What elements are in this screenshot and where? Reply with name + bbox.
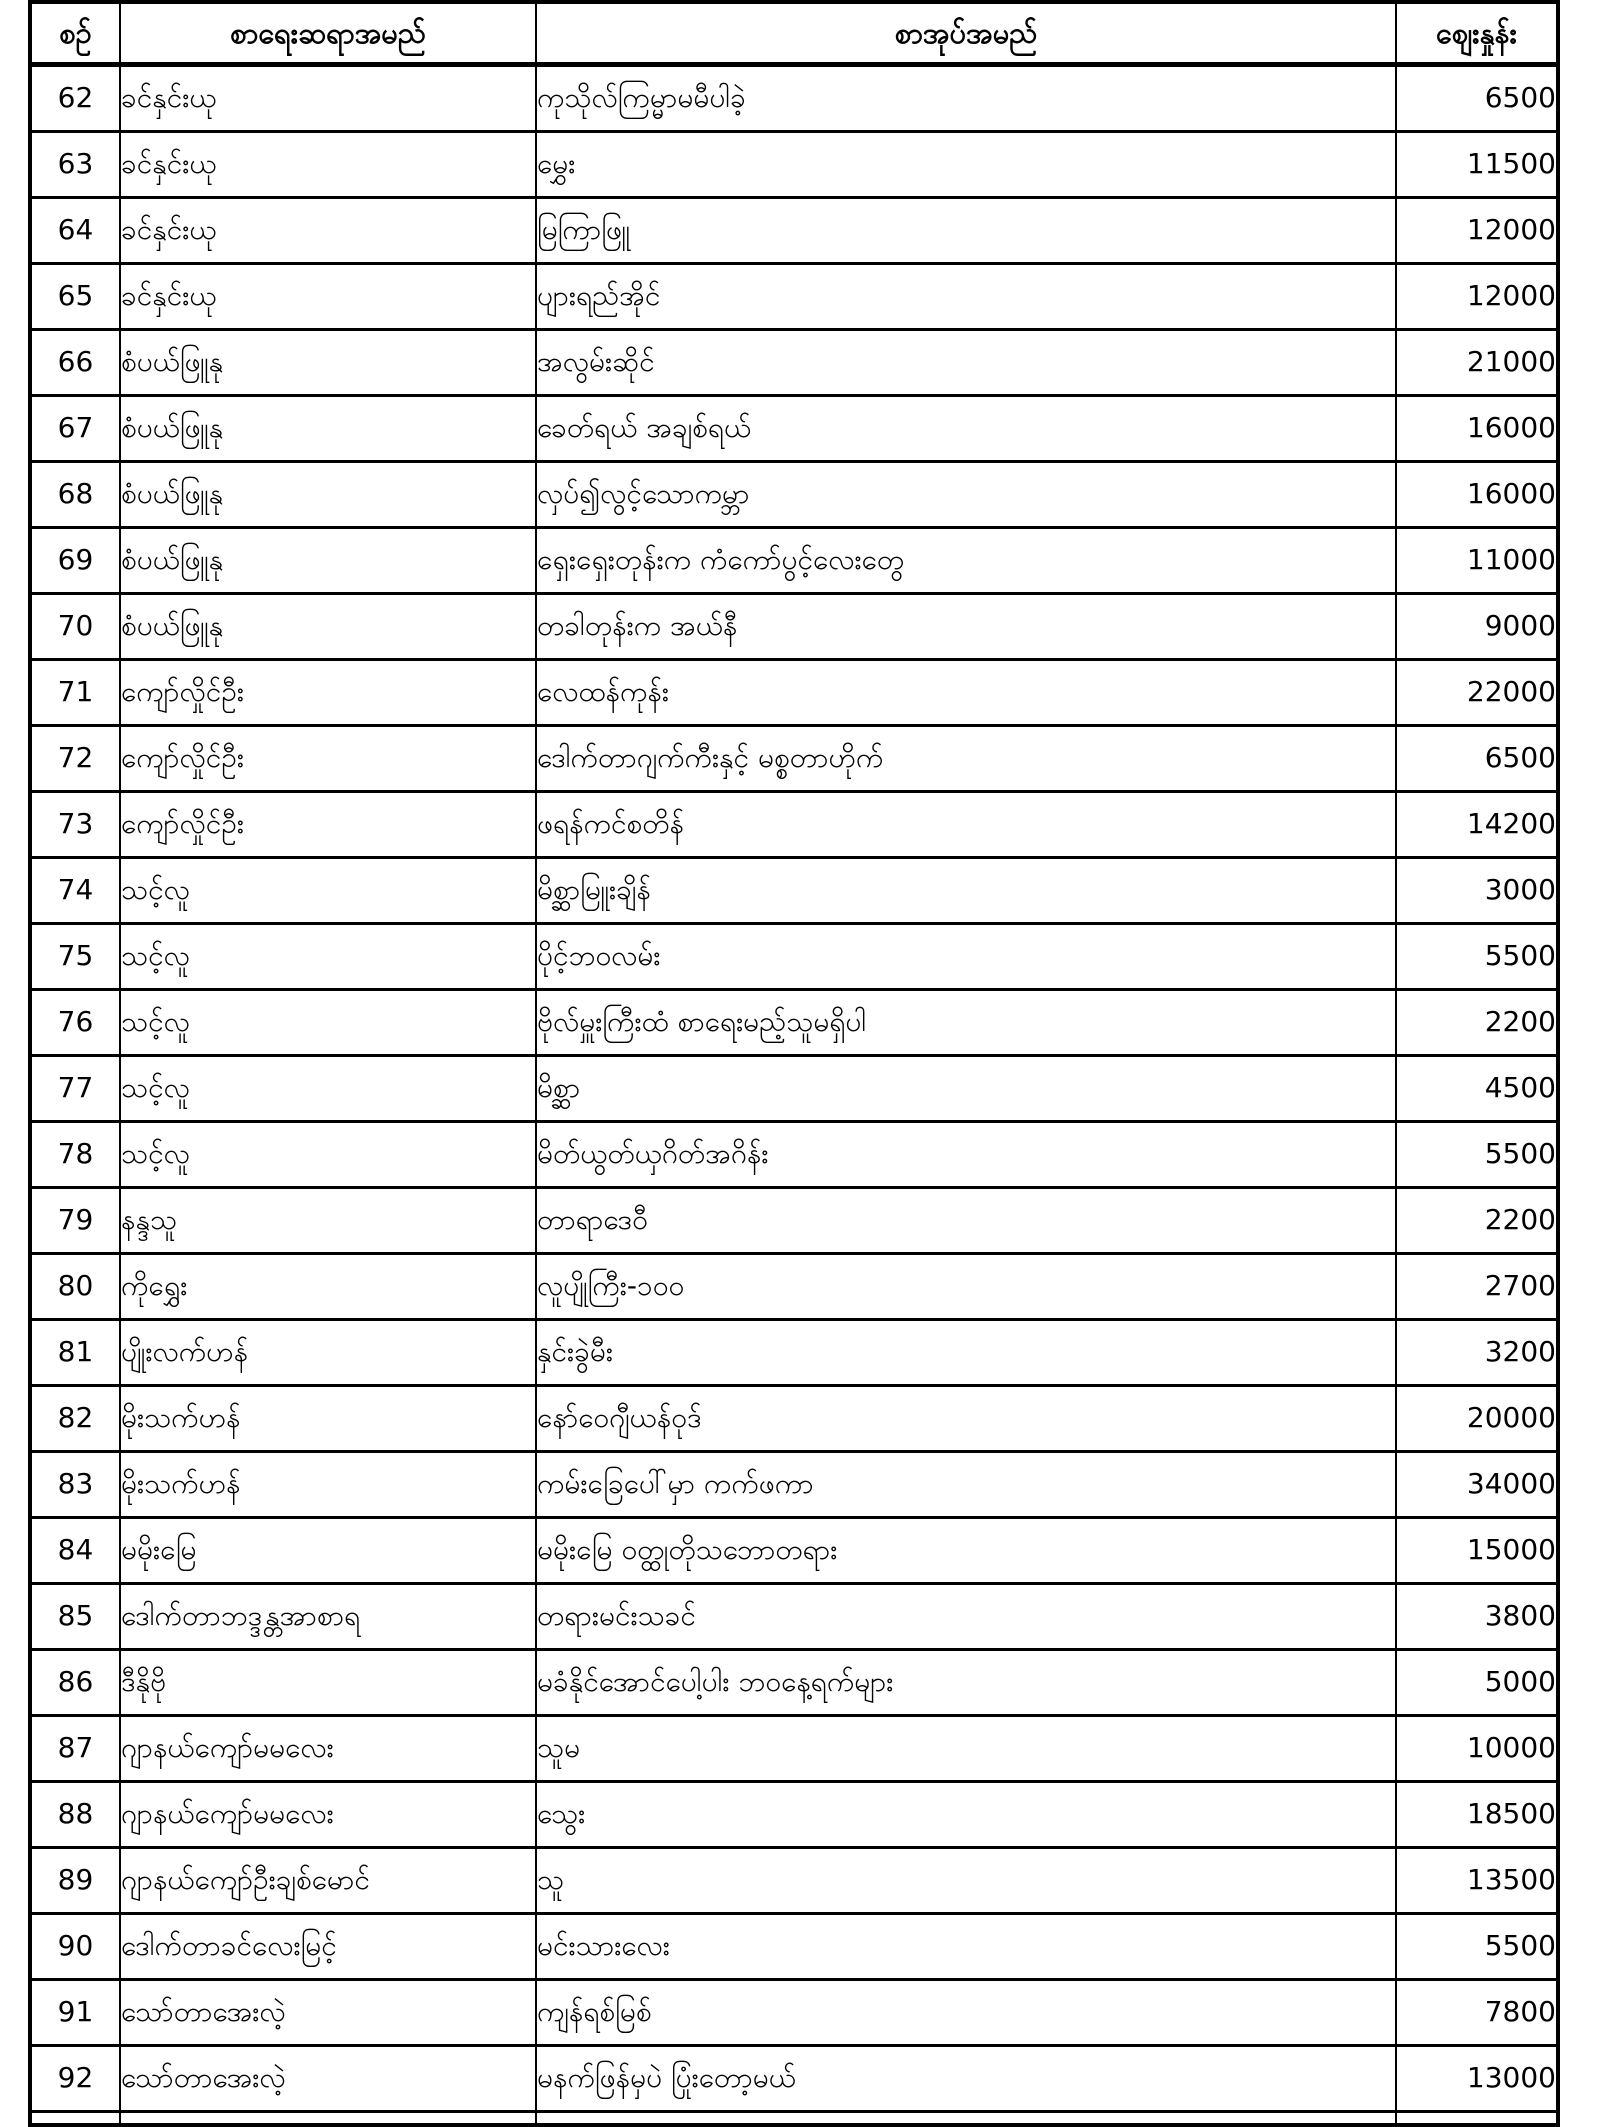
author-cell: ဒေါက်တာခင်လေးမြင့် [120, 1914, 536, 1980]
author-cell: ပျိုးလက်ဟန် [120, 1320, 536, 1386]
table-row [30, 1782, 1558, 1848]
author-cell: ဒေါက်တာဘဒ္ဒန္တအာစာရ [120, 1584, 536, 1650]
serial-cell: 86 [30, 1650, 120, 1716]
header-price: ဈေးနှုန်း [1396, 2, 1558, 65]
author-cell: ကျော်လှိုင်ဦး [120, 660, 536, 726]
table-row [30, 264, 1558, 330]
table-row [30, 462, 1558, 528]
book-title-cell [536, 2112, 1396, 2126]
price-cell: 10000 [1396, 1716, 1558, 1782]
author-cell: ဂျာနယ်ကျော်မမလေး [120, 1716, 536, 1782]
serial-cell: 77 [30, 1056, 120, 1122]
author-cell: ကိုရွှေး [120, 1254, 536, 1320]
author-cell: သင့်လူ [120, 924, 536, 990]
book-title-cell: ဒေါက်တာဂျက်ကီးနှင့် မစ္စတာဟိုက် [536, 726, 1396, 792]
price-cell: 34000 [1396, 1452, 1558, 1518]
table-row [30, 1518, 1558, 1584]
author-cell: စံပယ်ဖြူနု [120, 462, 536, 528]
table-row [30, 2046, 1558, 2112]
book-title-cell: ပျားရည်အိုင် [536, 264, 1396, 330]
table-row [30, 1254, 1558, 1320]
table-row [30, 858, 1558, 924]
price-cell: 2200 [1396, 1188, 1558, 1254]
book-title-cell: လှပ်၍လွင့်သောကမ္ဘာ [536, 462, 1396, 528]
author-cell: ခင်နှင်းယု [120, 198, 536, 264]
table-row [30, 132, 1558, 198]
book-price-table [28, 0, 1560, 2127]
book-title-cell: နှင်းခွဲမီး [536, 1320, 1396, 1386]
table-row [30, 990, 1558, 1056]
price-cell: 12000 [1396, 264, 1558, 330]
price-cell: 20000 [1396, 1386, 1558, 1452]
author-cell: ခင်နှင်းယု [120, 132, 536, 198]
price-cell: 3000 [1396, 858, 1558, 924]
author-cell: စံပယ်ဖြူနု [120, 330, 536, 396]
book-title-cell: ကုသိုလ်ကြမ္မာမမီပါခဲ့ [536, 65, 1396, 132]
serial-cell: 69 [30, 528, 120, 594]
book-title-cell: မိတ်ယွတ်ယှဂိတ်အဂိန်း [536, 1122, 1396, 1188]
serial-cell: 81 [30, 1320, 120, 1386]
table-row [30, 1386, 1558, 1452]
serial-cell: 63 [30, 132, 120, 198]
price-cell: 5500 [1396, 924, 1558, 990]
serial-cell: 79 [30, 1188, 120, 1254]
table-row [30, 1980, 1558, 2046]
price-cell: 11500 [1396, 132, 1558, 198]
table-row [30, 2112, 1558, 2126]
book-title-cell: တာရာဒေဝီ [536, 1188, 1396, 1254]
author-cell: ဂျာနယ်ကျော်မမလေး [120, 1782, 536, 1848]
price-cell: 2700 [1396, 1254, 1558, 1320]
author-cell: သင့်လူ [120, 858, 536, 924]
author-cell: ဒီနိုဗို [120, 1650, 536, 1716]
book-title-cell: ဖရန်ကင်စတိန် [536, 792, 1396, 858]
header-author-name: စာရေးဆရာအမည် [120, 2, 536, 65]
book-title-cell: အလွမ်းဆိုင် [536, 330, 1396, 396]
price-cell: 16000 [1396, 396, 1558, 462]
book-title-cell: မနက်ဖြန်မှပဲ ပြုံးတော့မယ် [536, 2046, 1396, 2112]
table-row [30, 396, 1558, 462]
serial-cell: 73 [30, 792, 120, 858]
price-cell: 6500 [1396, 726, 1558, 792]
book-title-cell: ရှေးရှေးတုန်းက ကံကော်ပွင့်လေးတွေ [536, 528, 1396, 594]
serial-cell: 74 [30, 858, 120, 924]
header-serial: စဉ် [30, 2, 120, 65]
author-cell [120, 2112, 536, 2126]
book-title-cell: မွှေး [536, 132, 1396, 198]
table-row [30, 1584, 1558, 1650]
price-cell: 13500 [1396, 1848, 1558, 1914]
book-title-cell: ပိုင့်ဘဝလမ်း [536, 924, 1396, 990]
author-cell: သင့်လူ [120, 1122, 536, 1188]
price-cell: 13000 [1396, 2046, 1558, 2112]
table-row [30, 1122, 1558, 1188]
table-row [30, 65, 1558, 132]
book-title-cell: တခါတုန်းက အယ်နီ [536, 594, 1396, 660]
author-cell: စံပယ်ဖြူနု [120, 528, 536, 594]
price-cell: 21000 [1396, 330, 1558, 396]
serial-cell: 83 [30, 1452, 120, 1518]
book-title-cell: သူ [536, 1848, 1396, 1914]
serial-cell: 70 [30, 594, 120, 660]
book-title-cell: ကျန်ရစ်မြစ် [536, 1980, 1396, 2046]
author-cell: မိုးသက်ဟန် [120, 1452, 536, 1518]
price-cell: 5500 [1396, 1122, 1558, 1188]
serial-cell [30, 2112, 120, 2126]
price-cell: 5000 [1396, 1650, 1558, 1716]
serial-cell: 66 [30, 330, 120, 396]
author-cell: ကျော်လှိုင်ဦး [120, 792, 536, 858]
author-cell: သော်တာအေးလဲ့ [120, 1980, 536, 2046]
author-cell: မမိုးမြေ [120, 1518, 536, 1584]
serial-cell: 80 [30, 1254, 120, 1320]
price-cell: 7800 [1396, 1980, 1558, 2046]
book-title-cell: တရားမင်းသခင် [536, 1584, 1396, 1650]
author-cell: သင့်လူ [120, 990, 536, 1056]
table-row [30, 660, 1558, 726]
book-title-cell: မမိုးမြေ ဝတ္ထုတိုသဘောတရား [536, 1518, 1396, 1584]
table-row [30, 1188, 1558, 1254]
table-row [30, 726, 1558, 792]
book-title-cell: မခံနိုင်အောင်ပေါ့ပါး ဘဝနေ့ရက်များ [536, 1650, 1396, 1716]
author-cell: မိုးသက်ဟန် [120, 1386, 536, 1452]
book-title-cell: ကမ်းခြေပေါ်မှာ ကက်ဖကာ [536, 1452, 1396, 1518]
table-row [30, 792, 1558, 858]
serial-cell: 92 [30, 2046, 120, 2112]
table-row [30, 528, 1558, 594]
author-cell: ခင်နှင်းယု [120, 264, 536, 330]
author-cell: ဂျာနယ်ကျော်ဦးချစ်မောင် [120, 1848, 536, 1914]
price-cell: 18500 [1396, 1782, 1558, 1848]
serial-cell: 78 [30, 1122, 120, 1188]
table-row [30, 1056, 1558, 1122]
book-title-cell: နော်ဝေဂျီယန်ဝုဒ် [536, 1386, 1396, 1452]
price-cell: 5500 [1396, 1914, 1558, 1980]
book-title-cell: ခေတ်ရယ် အချစ်ရယ် [536, 396, 1396, 462]
price-cell: 14200 [1396, 792, 1558, 858]
serial-cell: 90 [30, 1914, 120, 1980]
serial-cell: 64 [30, 198, 120, 264]
book-title-cell: လူပျိုကြီး-၁၀၀ [536, 1254, 1396, 1320]
price-cell: 16000 [1396, 462, 1558, 528]
table-row [30, 1650, 1558, 1716]
serial-cell: 85 [30, 1584, 120, 1650]
table-row [30, 330, 1558, 396]
serial-cell: 76 [30, 990, 120, 1056]
table-row [30, 1716, 1558, 1782]
book-title-cell: မြကြာဖြူ [536, 198, 1396, 264]
price-cell: 22000 [1396, 660, 1558, 726]
price-cell: 9000 [1396, 594, 1558, 660]
serial-cell: 89 [30, 1848, 120, 1914]
author-cell: ကျော်လှိုင်ဦး [120, 726, 536, 792]
serial-cell: 65 [30, 264, 120, 330]
author-cell: ခင်နှင်းယု [120, 65, 536, 132]
author-cell: စံပယ်ဖြူနု [120, 396, 536, 462]
table-row [30, 1452, 1558, 1518]
serial-cell: 68 [30, 462, 120, 528]
serial-cell: 72 [30, 726, 120, 792]
serial-cell: 82 [30, 1386, 120, 1452]
author-cell: စံပယ်ဖြူနု [120, 594, 536, 660]
author-cell: နန္ဒသူ [120, 1188, 536, 1254]
table-row [30, 594, 1558, 660]
price-cell: 4500 [1396, 1056, 1558, 1122]
header-row [30, 2, 1558, 65]
price-cell: 3200 [1396, 1320, 1558, 1386]
serial-cell: 67 [30, 396, 120, 462]
price-cell: 2200 [1396, 990, 1558, 1056]
table-row [30, 1914, 1558, 1980]
price-cell [1396, 2112, 1558, 2126]
serial-cell: 75 [30, 924, 120, 990]
header-book-name: စာအုပ်အမည် [536, 2, 1396, 65]
book-title-cell: သွေး [536, 1782, 1396, 1848]
book-title-cell: သူမ [536, 1716, 1396, 1782]
price-cell: 6500 [1396, 65, 1558, 132]
author-cell: သော်တာအေးလဲ့ [120, 2046, 536, 2112]
price-cell: 12000 [1396, 198, 1558, 264]
author-cell: သင့်လူ [120, 1056, 536, 1122]
book-title-cell: မိစ္ဆာ [536, 1056, 1396, 1122]
table-row [30, 924, 1558, 990]
serial-cell: 91 [30, 1980, 120, 2046]
serial-cell: 71 [30, 660, 120, 726]
price-cell: 15000 [1396, 1518, 1558, 1584]
serial-cell: 88 [30, 1782, 120, 1848]
table-row [30, 1320, 1558, 1386]
book-title-cell: ဗိုလ်မှူးကြီးထံ စာရေးမည့်သူမရှိပါ [536, 990, 1396, 1056]
serial-cell: 62 [30, 65, 120, 132]
price-cell: 11000 [1396, 528, 1558, 594]
book-title-cell: လေထန်ကုန်း [536, 660, 1396, 726]
serial-cell: 84 [30, 1518, 120, 1584]
table-row [30, 1848, 1558, 1914]
table-row [30, 198, 1558, 264]
serial-cell: 87 [30, 1716, 120, 1782]
book-title-cell: မင်းသားလေး [536, 1914, 1396, 1980]
book-title-cell: မိစ္ဆာမြူးချိန် [536, 858, 1396, 924]
price-cell: 3800 [1396, 1584, 1558, 1650]
